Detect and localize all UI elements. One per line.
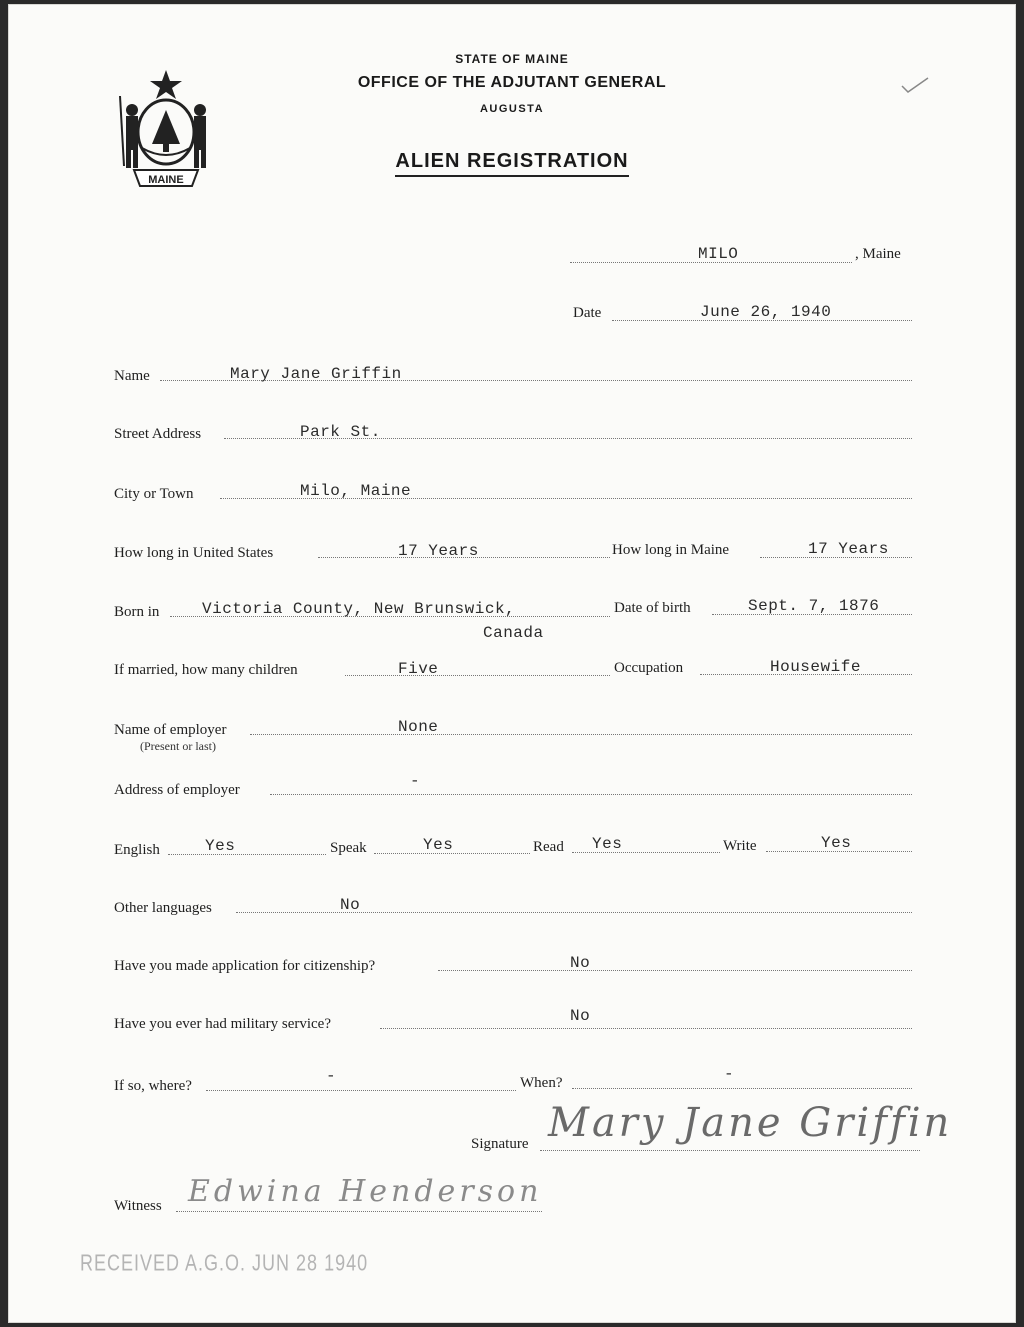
maine-duration-value: 17 Years [808,540,889,558]
where-value: - [326,1067,337,1085]
born-value-line2: Canada [483,624,544,642]
us-duration-value: 17 Years [398,542,479,560]
header-state: STATE OF MAINE [455,52,569,66]
date-value: June 26, 1940 [700,303,832,321]
signature-line [540,1150,920,1151]
speak-value: Yes [423,836,454,854]
state-suffix-label: , Maine [855,246,901,262]
header-office: OFFICE OF THE ADJUTANT GENERAL [357,74,667,91]
seal-banner-text: MAINE [148,174,184,186]
town-value: MILO [698,245,739,263]
born-value: Victoria County, New Brunswick, [202,600,516,618]
us-duration-label: How long in United States [114,545,274,561]
city-label: City or Town [114,486,194,502]
where-line [206,1090,516,1091]
english-label: English [114,842,160,858]
employer-sublabel: (Present or last) [140,739,216,753]
read-value: Yes [592,835,623,853]
other-languages-value: No [340,896,361,914]
witness-label: Witness [114,1198,162,1214]
employer-address-label: Address of employer [114,782,240,798]
city-value: Milo, Maine [300,482,412,500]
witness-line [176,1211,542,1212]
english-line [168,854,326,855]
write-label: Write [723,838,757,854]
occupation-label: Occupation [614,660,684,676]
children-value: Five [398,660,439,678]
military-line [380,1028,912,1029]
page-title: ALIEN REGISTRATION [0,150,1024,173]
employer-label: Name of employer [114,722,227,738]
military-value: No [570,1007,591,1025]
citizenship-line [438,970,912,971]
other-languages-line [236,912,912,913]
write-value: Yes [821,834,852,852]
when-value: - [724,1065,735,1083]
received-stamp: RECEIVED A.G.O. JUN 28 1940 [80,1249,369,1276]
maine-duration-label: How long in Maine [612,542,730,558]
street-value: Park St. [300,423,381,441]
date-label: Date [573,305,602,321]
employer-value: None [398,718,439,736]
employer-address-line [270,794,912,795]
name-value: Mary Jane Griffin [230,365,402,383]
signature-label: Signature [471,1136,529,1152]
dob-label: Date of birth [614,600,691,616]
born-label: Born in [114,604,160,620]
employer-line [250,734,912,735]
header-city: AUGUSTA [479,103,545,115]
children-label: If married, how many children [114,662,298,678]
children-line [345,675,610,676]
speak-label: Speak [330,840,367,856]
occupation-value: Housewife [770,658,861,676]
street-label: Street Address [114,426,202,442]
read-label: Read [533,839,564,855]
employer-address-value: - [410,772,421,790]
witness-value: Edwina Henderson [188,1174,543,1209]
citizenship-value: No [570,954,591,972]
dob-value: Sept. 7, 1876 [748,597,880,615]
other-languages-label: Other languages [114,900,212,916]
english-value: Yes [205,837,236,855]
where-label: If so, where? [114,1078,192,1094]
signature-value: Mary Jane Griffin [548,1100,953,1146]
when-line [572,1088,912,1089]
name-label: Name [114,368,150,384]
when-label: When? [520,1075,563,1091]
citizenship-label: Have you made application for citizenship? [114,958,376,974]
military-label: Have you ever had military service? [114,1016,331,1032]
